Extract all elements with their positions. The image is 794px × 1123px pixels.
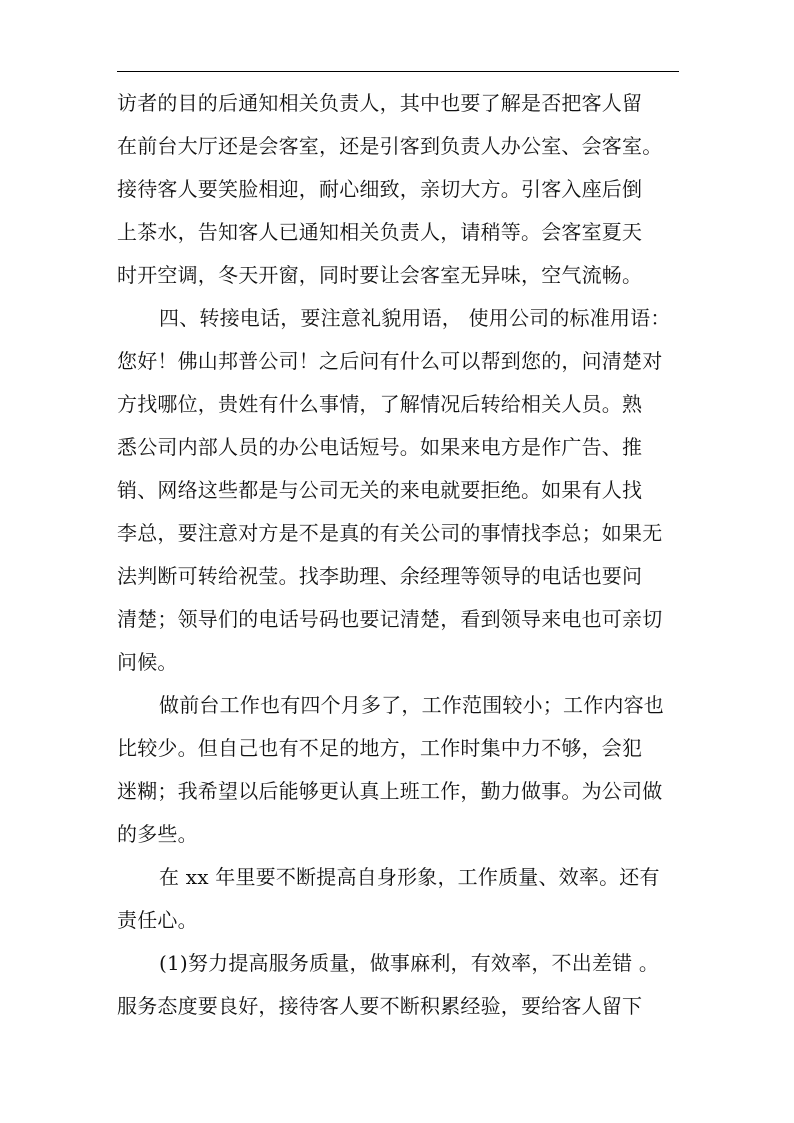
paragraph-start-line: 在 xx 年里要不断提高自身形象，工作质量、效率。还有 xyxy=(159,865,660,889)
paragraph-start-line: (1)努力提高服务质量，做事麻利，有效率，不出差错 。 xyxy=(159,951,660,975)
text-line: 比较少。但自己也有不足的地方，工作时集中力不够，会犯 xyxy=(117,736,643,760)
text-line: 迷糊；我希望以后能够更认真上班工作，勤力做事。为公司做 xyxy=(117,779,663,803)
text-line: 问候。 xyxy=(117,650,178,674)
document-body xyxy=(117,82,679,1028)
text-line: 清楚；领导们的电话号码也要记清楚，看到领导来电也可亲切 xyxy=(117,607,663,631)
text-line: 方找哪位，贵姓有什么事情，了解情况后转给相关人员。熟 xyxy=(117,392,643,416)
text-line: 访者的目的后通知相关负责人，其中也要了解是否把客人留 xyxy=(117,91,643,115)
text-line: 上茶水，告知客人已通知相关负责人，请稍等。会客室夏天 xyxy=(117,220,643,244)
text-line: 法判断可转给祝莹。找李助理、余经理等领导的电话也要问 xyxy=(117,564,643,588)
text-line: 悉公司内部人员的办公电话短号。如果来电方是作广告、推 xyxy=(117,435,643,459)
text-line: 接待客人要笑脸相迎，耐心细致，亲切大方。引客入座后倒 xyxy=(117,177,643,201)
text-line: 责任心。 xyxy=(117,908,198,932)
text-line: 在前台大厅还是会客室，还是引客到负责人办公室、会客室。 xyxy=(117,134,663,158)
paragraph-start-line: 四、转接电话，要注意礼貌用语， 使用公司的标准用语： xyxy=(159,306,671,330)
text-line: 李总，要注意对方是不是真的有关公司的事情找李总；如果无 xyxy=(117,521,663,545)
text-line: 销、网络这些都是与公司无关的来电就要拒绝。如果有人找 xyxy=(117,478,643,502)
text-line: 时开空调，冬天开窗，同时要让会客室无异味，空气流畅。 xyxy=(117,263,643,287)
header-rule xyxy=(117,71,679,72)
text-line: 服务态度要良好，接待客人要不断积累经验，要给客人留下 xyxy=(117,994,643,1018)
paragraph-start-line: 做前台工作也有四个月多了，工作范围较小；工作内容也 xyxy=(159,693,664,717)
text-line: 您好！佛山邦普公司！之后问有什么可以帮到您的，问清楚对 xyxy=(117,349,663,373)
text-line: 的多些。 xyxy=(117,822,198,846)
